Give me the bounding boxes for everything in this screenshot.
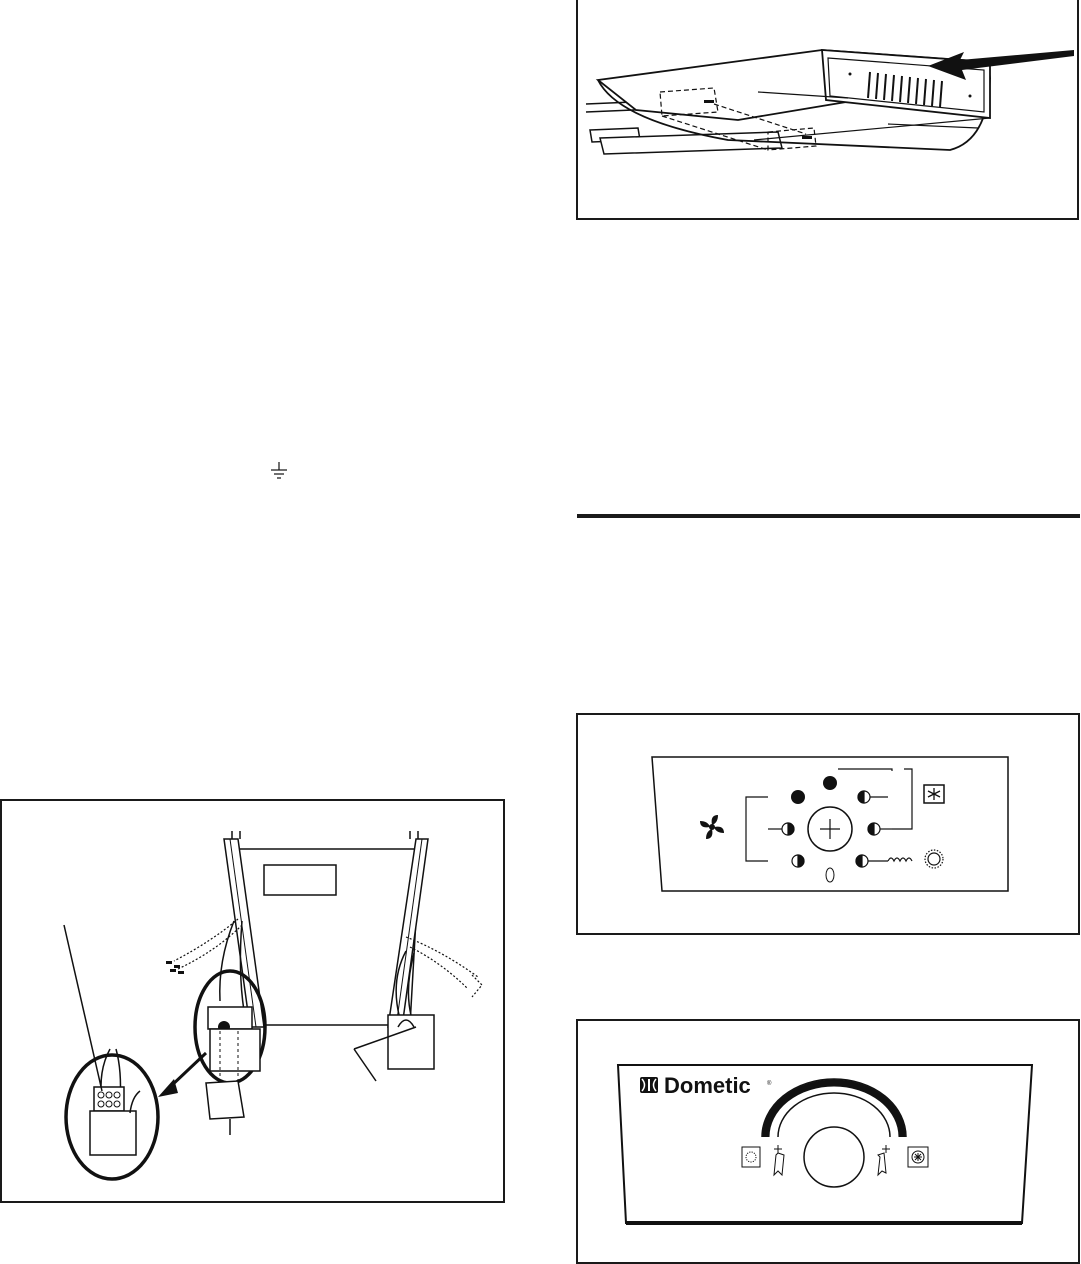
cool-setting-icon [742, 1147, 760, 1167]
figure-wiring [0, 799, 505, 1203]
figure-ceiling-unit [576, 0, 1079, 220]
ceiling-unit-illustration [578, 0, 1077, 218]
control-panel-illustration [578, 715, 1078, 933]
brand-logo-text: Dometic [664, 1073, 751, 1098]
brand-registered-mark: ® [767, 1081, 772, 1087]
section-divider [577, 514, 1080, 518]
heat-setting-icon [908, 1147, 928, 1167]
snowflake-icon [924, 785, 944, 803]
wiring-illustration [2, 801, 503, 1201]
figure-thermostat [576, 1019, 1080, 1264]
ground-symbol-icon [270, 462, 288, 482]
dometic-logo-icon [640, 1077, 658, 1093]
thermostat-panel-illustration [578, 1021, 1078, 1262]
figure-control-panel [576, 713, 1080, 935]
